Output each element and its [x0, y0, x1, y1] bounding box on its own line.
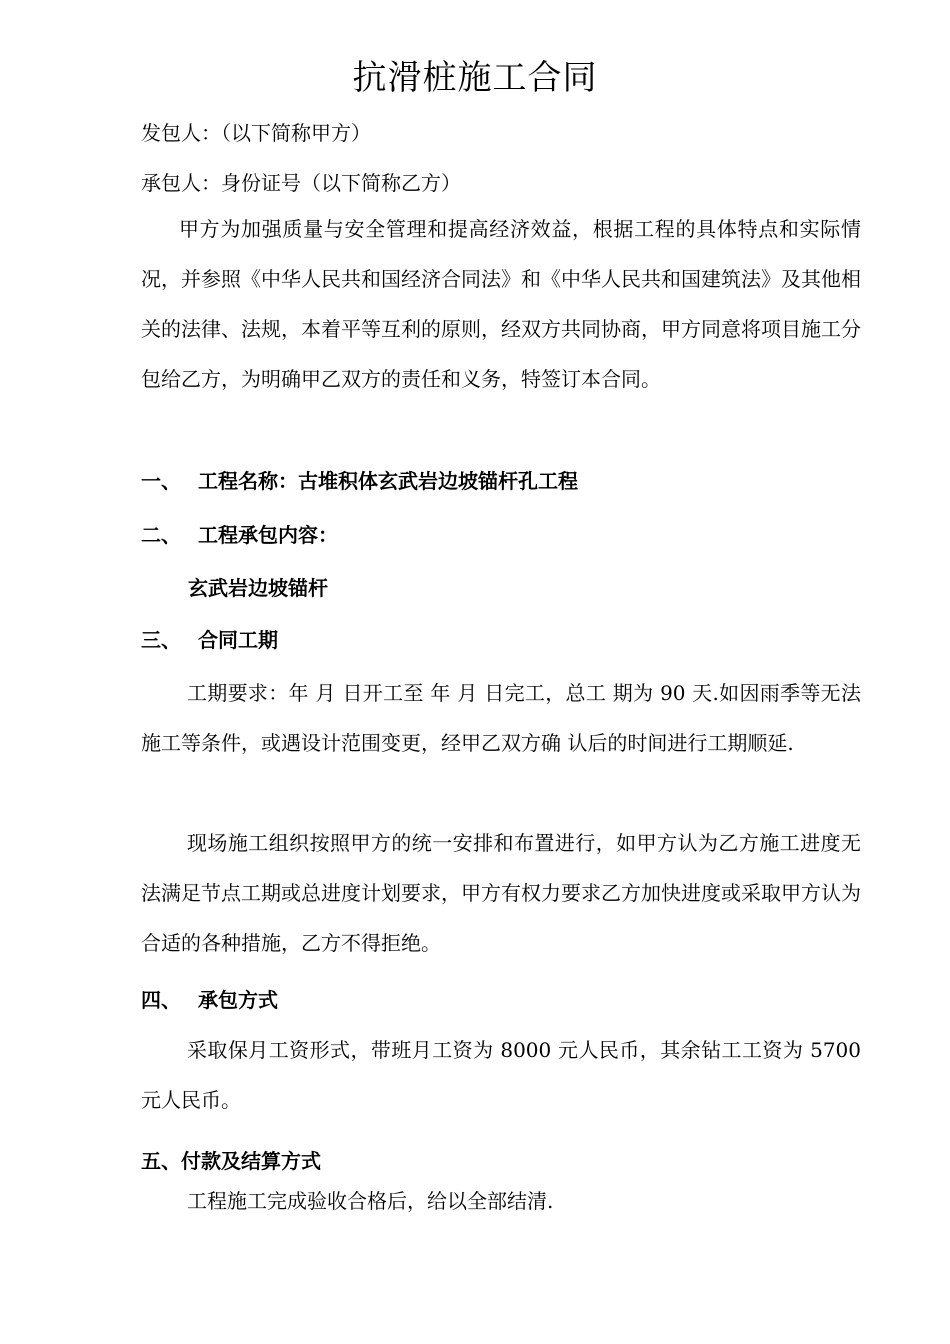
section-4-heading — [141, 984, 278, 1013]
section-number: 三、 — [141, 628, 181, 652]
intro-paragraph: 甲方为加强质量与安全管理和提高经济效益，根据工程的具体特点和实际情况，并参照《中华人民共和国经济合同法》和《中华人民共和国建筑法》及其他相关的法律、法规，本着平等互利的原则，经双方共同协商，甲方同意将项目施工分包给乙方，为明确甲乙双方的责任和义务，特签订本合同。 — [141, 217, 861, 391]
section-2-content: 玄武岩边坡锚杆 — [188, 576, 328, 600]
section-title: 合同工期 — [198, 628, 278, 652]
section-1-heading — [141, 465, 578, 494]
section-3-paragraph-1: 工期要求：年 月 日开工至 年 月 日完工，总工 期为 90 天.如因雨季等无法施工等条件，或遇设计范围变更，经甲乙双方确 认后的时间进行工期顺延. — [141, 681, 861, 755]
section-number: 一、 — [141, 469, 181, 493]
section-2-heading — [141, 519, 338, 548]
section-4-paragraph: 采取保月工资形式，带班月工资为 8000 元人民币，其余钻工工资为 5700 元人民币。 — [141, 1038, 861, 1112]
section-number: 四、 — [141, 988, 181, 1012]
section-5-heading: 五、付款及结算方式 — [141, 1149, 321, 1173]
document-title: 抗滑桩施工合同 — [352, 58, 598, 98]
section-title: 工程承包内容： — [198, 523, 338, 547]
section-title: 承包方式 — [198, 988, 278, 1012]
section-title: 工程名称：古堆积体玄武岩边坡锚杆孔工程 — [198, 469, 578, 493]
party-b-line: 承包人：身份证号（以下简称乙方） — [141, 171, 461, 195]
section-3-paragraph-2: 现场施工组织按照甲方的统一安排和布置进行，如甲方认为乙方施工进度无法满足节点工期或总进度计划要求，甲方有权力要求乙方加快进度或采取甲方认为合适的各种措施，乙方不得拒绝。 — [141, 831, 861, 955]
party-a-line: 发包人：（以下简称甲方） — [141, 121, 371, 145]
section-5-paragraph: 工程施工完成验收合格后，给以全部结清. — [187, 1189, 554, 1213]
section-number: 二、 — [141, 523, 181, 547]
section-3-heading — [141, 624, 278, 653]
